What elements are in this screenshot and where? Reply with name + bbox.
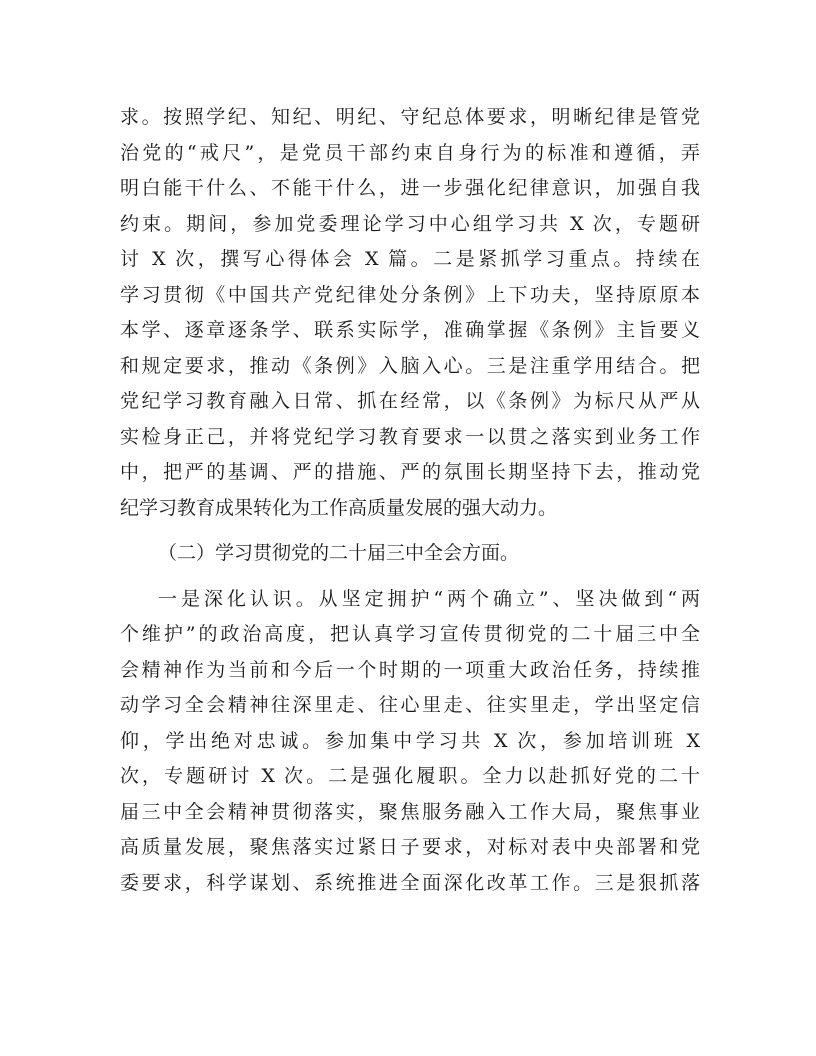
spacer [120,526,700,536]
paragraph-line: 和规定要求，推动《条例》入脑入心。三是注重学用结合。把 [120,354,700,377]
paragraph-line: 仰，学出绝对忠诚。参加集中学习共 X 次，参加培训班 X [120,729,700,752]
paragraph-line: 一是深化认识。从坚定拥护“两个确立”、坚决做到“两 [158,587,700,610]
paragraph-line: 高质量发展，聚焦落实过紧日子要求，对标对表中央部署和党 [120,836,700,858]
paragraph-line: 治党的“戒尺”，是党员干部约束自身行为的标准和遵循，弄 [120,141,700,164]
paragraph-line: 会精神作为当前和今后一个时期的一项重大政治任务，持续推 [120,658,700,681]
paragraph-line: 本学、逐章逐条学、联系实际学，准确掌握《条例》主旨要义 [120,319,700,341]
paragraph-line: 委要求，科学谋划、系统推进全面深化改革工作。三是狠抓落 [120,871,700,894]
paragraph-line: 动学习全会精神往深里走、往心里走、往实里走，学出坚定信 [120,694,700,716]
paragraph-line: 求。按照学纪、知纪、明纪、守纪总体要求，明晰纪律是管党 [120,106,700,128]
paragraph-line: 纪学习教育成果转化为工作高质量发展的强大动力。 [120,496,558,519]
paragraph-line: 讨 X 次，撰写心得体会 X 篇。二是紧抓学习重点。持续在 [120,248,700,270]
paragraph-line: 学习贯彻《中国共产党纪律处分条例》上下功夫，坚持原原本 [120,283,700,306]
paragraph-line: 实检身正己，并将党纪学习教育要求一以贯之落实到业务工作 [120,425,700,448]
paragraph-line: 约束。期间，参加党委理论学习中心组学习共 X 次，专题研 [120,212,700,235]
paragraph-line: 个维护”的政治高度，把认真学习宣传贯彻党的二十届三中全 [120,623,700,645]
paragraph-line: 明白能干什么、不能干什么，进一步强化纪律意识，加强自我 [120,177,700,199]
paragraph-line: 党纪学习教育融入日常、抓在经常，以《条例》为标尺从严从 [120,390,700,412]
paragraph-line: 中，把严的基调、严的措施、严的氛围长期坚持下去，推动党 [120,461,700,483]
spacer [120,572,700,582]
document-body [120,100,700,901]
paragraph-line: 次，专题研讨 X 次。二是强化履职。全力以赴抓好党的二十 [120,765,700,787]
paragraph-line: 届三中全会精神贯彻落实，聚焦服务融入工作大局，聚焦事业 [120,800,700,823]
section-heading: （二）学习贯彻党的二十届三中全会方面。 [158,542,520,564]
